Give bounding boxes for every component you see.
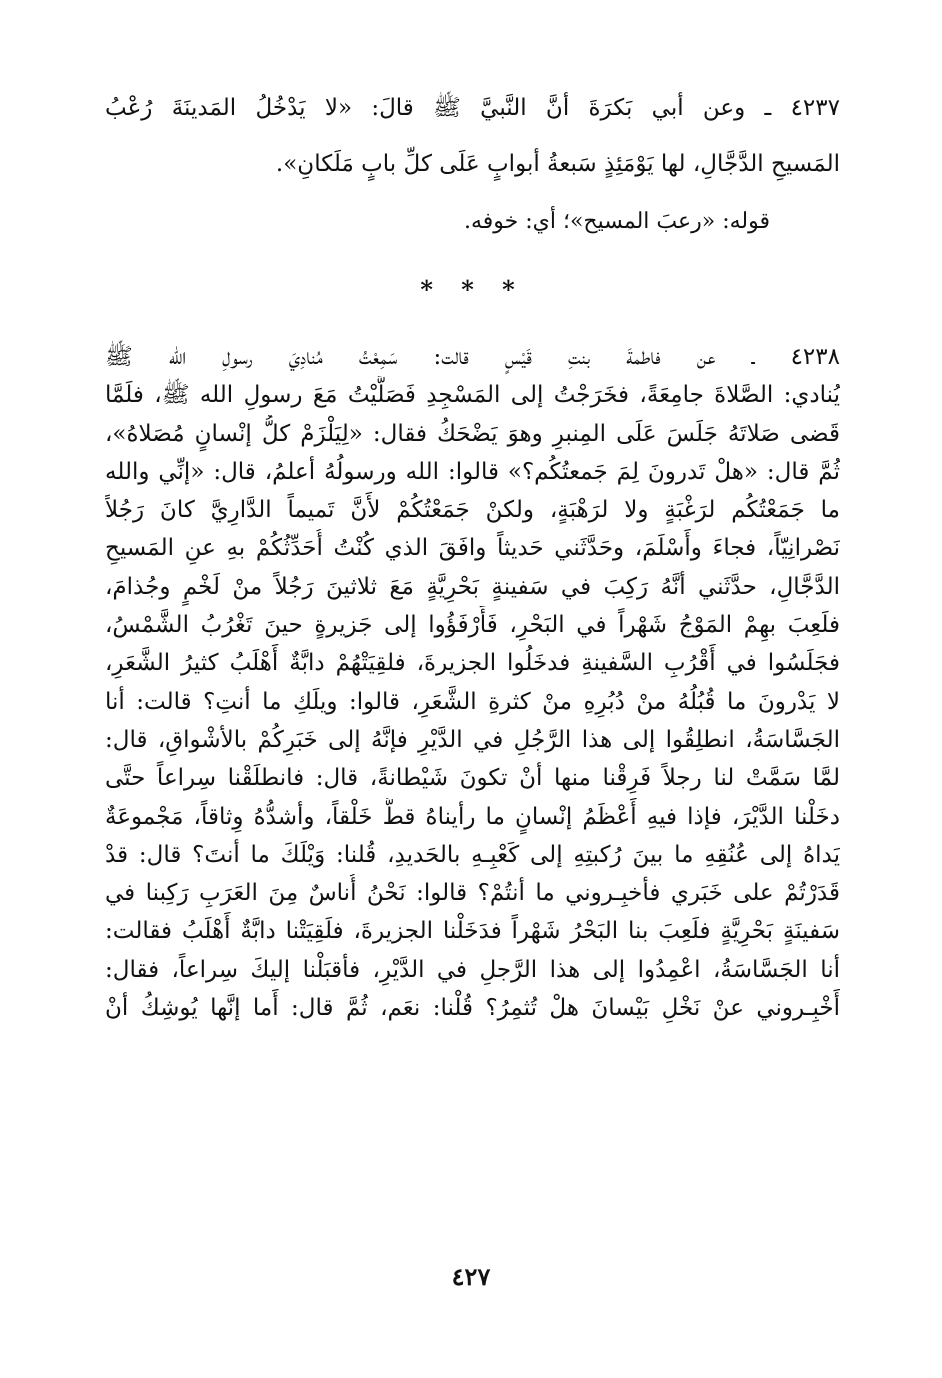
text-line: قَضى صَلاتَهُ جَلَسَ عَلَى المِنبرِ وهوَ يَضْحَكُ فقال: «لِيَلْزَمْ كلُّ إنْسانٍ مُصَلاهُ»، (105, 420, 840, 447)
text-line: يَداهُ إلى عُنُقِهِ ما بينَ رُكبتِهِ إلى كَعْبِـهِ بالحَديدِ، قُلنا: وَيْلَكَ ما أنتَ؟ قال: قدْ (105, 841, 840, 868)
hadith-4237 (105, 80, 840, 192)
section-separator: * * * (420, 275, 525, 304)
text-line: قَدَرْتُمْ على خَبَري فأخبِـروني ما أنتُمْ؟ قالوا: نَحْنُ أُناسٌ مِنَ العَرَبِ رَكِبنا في (105, 880, 840, 907)
text-line: ثُمَّ قال: «هلْ تَدرونَ لِمَ جَمعتُكُم؟» قالوا: الله ورسولُهُ أعلمُ، قال: «إنِّي والله (105, 458, 840, 485)
text-line: نَصْرانِيّاً، فجاءَ وأَسْلَمَ، وحَدَّثَني حَديثاً وافَقَ الذي كُنْتُ أُحَدِّثُكُمْ بهِ عنِ المَسيحِ (105, 535, 840, 562)
text-line: ٤٢٣٧ ـ وعن أبي بَكرَةَ أنَّ النَّبيَّ ﷺ قالَ: «لا يَدْخُلُ المَدينَةَ رُعْبُ (105, 95, 840, 121)
text-line: فلَعِبَ بهِمْ المَوْجُ شَهْراً في البَحْرِ، فَأَرْفَؤُوا إلى جَزيرةٍ حينَ تَغْرُبُ الشَّمْسُ، (105, 612, 840, 639)
hadith-4238 (105, 338, 840, 1027)
text-line: دخَلْنا الدَّيْرَ، فإذا فيهِ أَعْظَمُ إنْسانٍ ما رأيناهُ قطُّ خَلْقاً، وأشدُّهُ وِثاقاً، مَجْموعَةٌ (105, 803, 840, 830)
text-line: أَخْبِـروني عنْ نَخْلِ بَيْسانَ هلْ تُثمِرُ؟ قُلْنا: نعَم، ثُمَّ قال: أَما إنَّها يُوشِكُ أنْ (105, 995, 840, 1022)
text-line: يُنادي: الصَّلاةَ جامِعَةً، فخَرَجْتُ إلى المَسْجِدِ فَصَلَّيْتُ مَعَ رسولِ الله ﷺ، فلَمَّا (105, 382, 840, 409)
text-line: الجَسَّاسَةُ، انطلِقُوا إلى هذا الرَّجُلِ في الدَّيْرِ فإنَّهُ إلى خَبَرِكُمْ بالأشْواقِ، قال: (105, 726, 840, 753)
text-line: أنا الجَسَّاسَةُ، اعْمِدُوا إلى هذا الرَّجلِ في الدَّيْرِ، فأقبَلْنا إليكَ سِراعاً، فقال: (105, 956, 840, 983)
page-number: ٤٢٧ (451, 1262, 491, 1291)
text-line: ما جَمَعْتُكُم لرَغْبَةٍ ولا لرَهْبَةٍ، ولكنْ جَمَعْتُكُمْ لأَنَّ تَميماً الدَّارِيَّ كانَ رَجُلاً (105, 497, 840, 524)
text-line: لمَّا سَمَّتْ لنا رجلاً فَرِقْنا منها أنْ تكونَ شَيْطانةً، قال: فانطلَقْنا سِراعاً حتَّى (105, 765, 840, 792)
commentary-note: قوله: «رعبَ المسيح»؛ أي: خوفه. (463, 209, 770, 234)
text-line: لا يَدْرونَ ما قُبُلُهُ منْ دُبُرِهِ منْ كثرةِ الشَّعَرِ، قالوا: ويلَكِ ما أنتِ؟ قالت: أنا (105, 688, 840, 715)
text-line: المَسيحِ الدَّجَّالِ، لها يَوْمَئِذٍ سَبعةُ أبوابٍ عَلَى كلِّ بابٍ مَلَكانِ». (275, 151, 840, 177)
text-line: ٤٢٣٨ ـ عن فاطمةَ بنتِ قَيْسٍ قالت: سَمِعْتُ مُنادِيَ رسولِ الله ﷺ (105, 344, 840, 370)
text-line: سَفينَةٍ بَحْرِيَّةٍ فلَعِبَ بنا البَحْرُ شَهْراً فدَخَلْنا الجزيرةَ، فلَقِيَتْنا دابَّةٌ أَهْلَبُ فقالت: (105, 918, 840, 945)
text-line: فجَلَسُوا في أَقْرُبِ السَّفينةِ فدخَلُوا الجزيرةَ، فلقِيَتْهُمْ دابَّةٌ أَهْلَبُ كثيرُ الشَّعَرِ، (105, 650, 840, 677)
text-line: الدَّجَّالِ، حدَّثَني أنَّهُ رَكِبَ في سَفينةٍ بَحْرِيَّةٍ مَعَ ثلاثينَ رَجُلاً منْ لَخْمٍ وجُذامَ، (105, 573, 840, 600)
